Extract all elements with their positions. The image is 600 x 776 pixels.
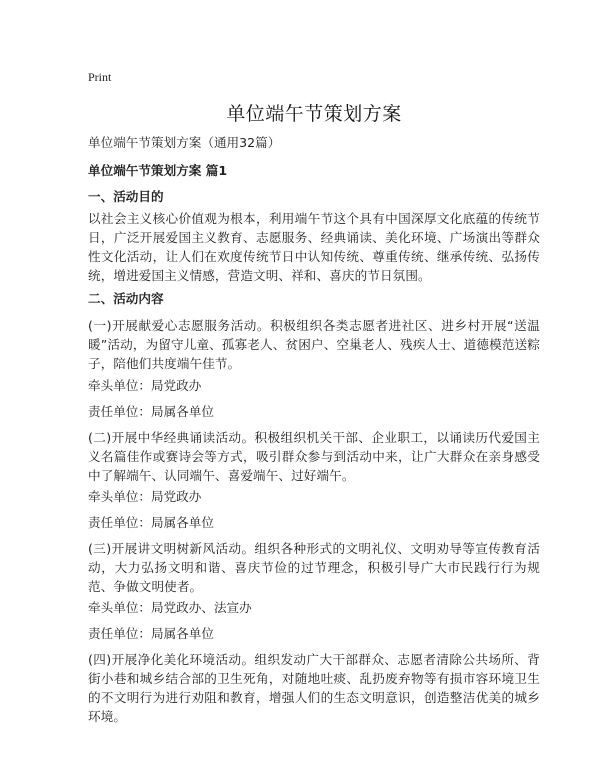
item1-lead-unit: 牵头单位：局党政办 <box>88 378 202 393</box>
part1-heading: 一、活动目的 <box>88 189 164 204</box>
print-label[interactable]: Print <box>88 70 112 84</box>
item3-paragraph: (三)开展讲文明树新风活动。组织各种形式的文明礼仪、文明劝导等宣传教育活动，大力弘扬文明和谐、喜庆节俭的过节理念，积极引导广大市民践行行为规范、争做文明使者。 <box>88 541 540 594</box>
item3-responsible-unit: 责任单位：局属各单位 <box>88 626 214 641</box>
item3-lead-unit: 牵头单位：局党政办、法宣办 <box>88 600 252 615</box>
item2-lead-unit: 牵头单位：局党政办 <box>88 489 202 504</box>
part1-paragraph: 以社会主义核心价值观为根本，利用端午节这个具有中国深厚文化底蕴的传统节日，广泛开展爱国主义教育、志愿服务、经典诵读、美化环境、广场演出等群众性文化活动，让人们在欢度传统节日中认知传统、尊重传统、继承传统、弘扬传统，增进爱国主义情感，营造文明、祥和、喜庆的节日氛围。 <box>88 211 540 283</box>
item1-paragraph: (一)开展献爱心志愿服务活动。积极组织各类志愿者进社区、进乡村开展“送温暖”活动，为留守儿童、孤寡老人、贫困户、空巢老人、残疾人士、道德模范送粽子，陪他们共度端午佳节。 <box>88 318 540 371</box>
item1-responsible-unit: 责任单位：局属各单位 <box>88 404 214 419</box>
item2-responsible-unit: 责任单位：局属各单位 <box>88 515 214 530</box>
part2-heading: 二、活动内容 <box>88 291 164 306</box>
section-heading: 单位端午节策划方案 篇1 <box>88 163 228 178</box>
document-subtitle: 单位端午节策划方案（通用32篇） <box>88 135 281 150</box>
item2-paragraph: (二)开展中华经典诵读活动。积极组织机关干部、企业职工，以诵读历代爱国主义名篇佳作或赛诗会等方式，吸引群众参与到活动中来，让广大群众在亲身感受中了解端午、认同端午、喜爱端午、过好端午。 <box>88 430 540 483</box>
document-title: 单位端午节策划方案 <box>226 103 402 125</box>
item4-paragraph: (四)开展净化美化环境活动。组织发动广大干部群众、志愿者清除公共场所、背街小巷和城乡结合部的卫生死角，对随地吐痰、乱扔废弃物等有损市容环境卫生的不文明行为进行劝阻和教育，增强人们的生态文明意识，创造整洁优美的城乡环境。 <box>88 652 540 724</box>
